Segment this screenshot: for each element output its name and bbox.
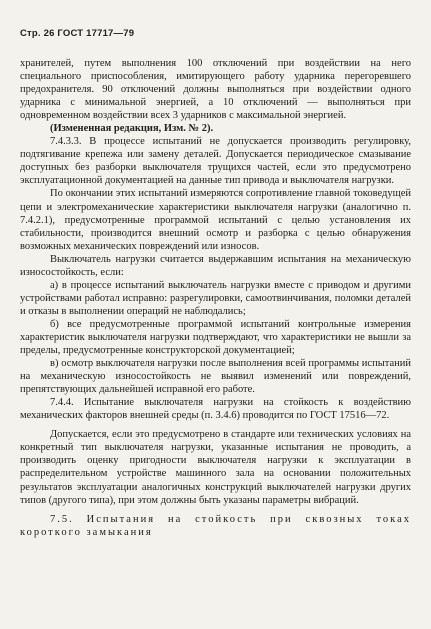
criteria-item-a: а) в процессе испытаний выключатель нагрузки вместе с приводом и другими устройствами работал исправно: разрегулировки, самоотвинчивания, поломки деталей и отказы в выполнении операций не наблюдались; (20, 279, 411, 317)
paragraph-measurements: По окончании этих испытаний измеряются сопротивление главной токоведущей цепи и электромеханические характеристики выключателя нагрузки (аналогично п. 7.4.2.1), предусмотренные программой испытаний с целью установления их стабильности, производится внешний осмотр и разборка с целью обнаружения возможных механических повреждений или износов. (20, 188, 411, 252)
document-body (20, 57, 411, 539)
paragraph-allowance: Допускается, если это предусмотрено в стандарте или технических условиях на конкретный тип выключателя нагрузки, указанные испытания не проводить, а производить оценку пригодности выключателя нагрузки к эксплуатации в распределительном устройстве машинного зала на основании положительных результатов эксплуатации аналогичных конструкций выключателей нагрузки других типов (другого типа), при этом должны быть указаны параметры вибраций. (20, 429, 411, 506)
page-header: Стр. 26 ГОСТ 17717—79 (20, 28, 135, 39)
criteria-item-b: б) все предусмотренные программой испытаний контрольные измерения характеристик выключателя нагрузки подтверждают, что характеристики не вышли за пределы, предусмотренные конструкторской документацией; (20, 318, 411, 357)
paragraph-continuation: хранителей, путем выполнения 100 отключений при воздействии на него специального приспособления, имитирующего работу ударника перегоревшего предохранителя. 90 отключений должны выполняться при воздействии одного ударника с минимальной энергией, а 10 отключений — выполняться при одновременном воздействии всех 3 ударников с максимальной энергией. (20, 58, 411, 122)
amendment-note: (Измененная редакция, Изм. № 2). (50, 123, 214, 135)
paragraph-criteria-intro: Выключатель нагрузки считается выдержавшим испытания на механическую износостойкость, если: (20, 253, 411, 278)
paragraph-7-4-4: 7.4.4. Испытание выключателя нагрузки на стойкость к воздействию механических факторов внешней среды (п. 3.4.6) проводится по ГОСТ 17516—72. (20, 397, 411, 422)
section-7-5-heading: 7.5. Испытания на стойкость при сквозных токах короткого замыкания (20, 513, 411, 538)
criteria-item-c: в) осмотр выключателя нагрузки после выполнения всей программы испытаний на механическую износостойкость не выявил изменений или повреждений, препятствующих дальнейшей исправной его работе. (20, 358, 411, 396)
paragraph-7-4-3-3: 7.4.3.3. В процессе испытаний не допускается производить регулировку, подтягивание крепежа или замену деталей. Допускается периодическое смазывание доступных без разборки выключателя трущихся частей, если это предусмотрено эксплуатационной документацией на данные тип привода и выключателя нагрузки. (20, 136, 411, 187)
